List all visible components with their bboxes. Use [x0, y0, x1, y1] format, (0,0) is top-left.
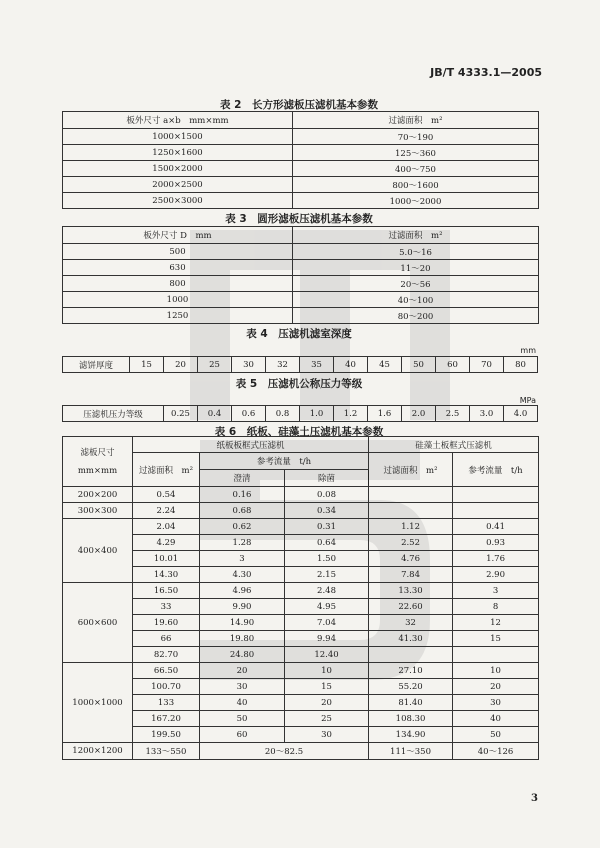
header-cell: 参考流量 t/h — [200, 453, 369, 470]
cell: 32 — [369, 615, 453, 631]
table-row — [63, 615, 539, 631]
cell: 4.29 — [133, 535, 200, 551]
cell: 80～200 — [293, 308, 539, 324]
header-cell: 过滤面积 m² — [369, 453, 453, 487]
cell: 2.90 — [453, 567, 539, 583]
table-row — [63, 260, 539, 276]
cell: 1500×2000 — [63, 161, 293, 177]
table-row — [63, 599, 539, 615]
cell: 9.94 — [285, 631, 369, 647]
cell: 20 — [200, 663, 285, 679]
cell: 10 — [453, 663, 539, 679]
cell: 33 — [133, 599, 200, 615]
cell: 0.31 — [285, 519, 369, 535]
cell: 30 — [200, 679, 285, 695]
cell: 133～550 — [133, 743, 200, 760]
header-cell: 澄清 — [200, 470, 285, 487]
table4-unit: mm — [520, 346, 536, 355]
cell: 0.64 — [285, 535, 369, 551]
table-row — [63, 647, 539, 663]
cell: 2.5 — [436, 406, 470, 422]
cell: 20 — [285, 695, 369, 711]
cell: 133 — [133, 695, 200, 711]
table-row — [63, 292, 539, 308]
table5-unit: MPa — [519, 396, 536, 405]
standard-number: JB/T 4333.1—2005 — [430, 66, 542, 79]
table-row — [63, 519, 539, 535]
table-row — [63, 631, 539, 647]
table-row — [63, 679, 539, 695]
header-cell: 硅藻土板框式压滤机 — [369, 437, 539, 453]
cell: 3 — [200, 551, 285, 567]
cell: 0.08 — [285, 487, 369, 503]
cell: 2.04 — [133, 519, 200, 535]
cell: 125～360 — [293, 145, 539, 161]
cell: 1.2 — [334, 406, 368, 422]
cell: 70～190 — [293, 129, 539, 145]
table4-caption: 表 4 压滤机滤室深度 — [246, 328, 352, 340]
cell: 134.90 — [369, 727, 453, 743]
cell: 2500×3000 — [63, 193, 293, 209]
cell: 108.30 — [369, 711, 453, 727]
table-row — [63, 727, 539, 743]
row-label: 滤饼厚度 — [63, 357, 130, 373]
table-row — [63, 711, 539, 727]
table-row — [63, 308, 539, 324]
cell: 1000 — [63, 292, 293, 308]
cell: 1250 — [63, 308, 293, 324]
cell: 1.50 — [285, 551, 369, 567]
table-row — [63, 695, 539, 711]
cell: 11～20 — [293, 260, 539, 276]
cell: 400～750 — [293, 161, 539, 177]
table-header-row — [63, 112, 539, 129]
header-cell: 板外尺寸 D mm — [63, 227, 293, 244]
table5 — [62, 405, 538, 422]
cell: 13.30 — [369, 583, 453, 599]
cell: 4.30 — [200, 567, 285, 583]
cell: 82.70 — [133, 647, 200, 663]
cell — [369, 503, 453, 519]
header-cell: 参考流量 t/h — [453, 453, 539, 487]
table5-caption: 表 5 压滤机公称压力等级 — [235, 378, 363, 390]
cell: 30 — [285, 727, 369, 743]
cell: 41.30 — [369, 631, 453, 647]
cell: 66.50 — [133, 663, 200, 679]
table-row — [63, 357, 538, 373]
table-row — [63, 663, 539, 679]
cell: 15 — [453, 631, 539, 647]
cell: 40～100 — [293, 292, 539, 308]
cell: 111～350 — [369, 743, 453, 760]
cell — [369, 487, 453, 503]
cell: 50 — [402, 357, 436, 373]
cell: 100.70 — [133, 679, 200, 695]
cell: 32 — [266, 357, 300, 373]
cell: 630 — [63, 260, 293, 276]
cell: 1250×1600 — [63, 145, 293, 161]
cell: 8 — [453, 599, 539, 615]
cell: 60 — [436, 357, 470, 373]
table-row — [63, 177, 539, 193]
cell: 0.93 — [453, 535, 539, 551]
cell: 1.28 — [200, 535, 285, 551]
cell: 0.25 — [164, 406, 198, 422]
cell: 10 — [285, 663, 369, 679]
cell: 199.50 — [133, 727, 200, 743]
header-cell: 过滤面积 m² — [293, 227, 539, 244]
table6 — [62, 436, 539, 760]
page-number: 3 — [531, 793, 538, 804]
cell: 12.40 — [285, 647, 369, 663]
header-size-unit: mm×mm — [77, 465, 118, 476]
table-row — [63, 503, 539, 519]
cell: 4.95 — [285, 599, 369, 615]
table-header-row — [63, 437, 539, 453]
table-row — [63, 551, 539, 567]
cell: 30 — [232, 357, 266, 373]
cell: 4.96 — [200, 583, 285, 599]
table-row — [63, 244, 539, 260]
cell: 20 — [164, 357, 198, 373]
cell: 0.8 — [266, 406, 300, 422]
cell: 25 — [198, 357, 232, 373]
cell: 10.01 — [133, 551, 200, 567]
cell: 15 — [285, 679, 369, 695]
cell: 22.60 — [369, 599, 453, 615]
cell — [453, 487, 539, 503]
cell: 50 — [453, 727, 539, 743]
cell: 3.0 — [470, 406, 504, 422]
cell: 1000×1500 — [63, 129, 293, 145]
row-label: 压滤机压力等级 — [63, 406, 164, 422]
table-row — [63, 743, 539, 760]
cell: 40 — [334, 357, 368, 373]
cell — [453, 503, 539, 519]
cell: 70 — [470, 357, 504, 373]
size-cell: 1000×1000 — [63, 663, 133, 743]
table2 — [62, 111, 539, 209]
table-header-row — [63, 453, 539, 470]
cell: 0.62 — [200, 519, 285, 535]
table-row — [63, 583, 539, 599]
cell: 0.16 — [200, 487, 285, 503]
cell: 1.76 — [453, 551, 539, 567]
cell: 2.52 — [369, 535, 453, 551]
cell: 14.30 — [133, 567, 200, 583]
table3 — [62, 226, 539, 324]
cell: 19.80 — [200, 631, 285, 647]
cell: 27.10 — [369, 663, 453, 679]
table2-caption: 表 2 长方形滤板压滤机基本参数 — [220, 99, 378, 111]
size-cell: 600×600 — [63, 583, 133, 663]
cell: 800～1600 — [293, 177, 539, 193]
cell: 1.12 — [369, 519, 453, 535]
cell: 45 — [368, 357, 402, 373]
table3-caption: 表 3 圆形滤板压滤机基本参数 — [225, 213, 373, 225]
cell: 2.0 — [402, 406, 436, 422]
cell: 40～126 — [453, 743, 539, 760]
table-row — [63, 567, 539, 583]
cell: 2.24 — [133, 503, 200, 519]
header-cell: 过滤面积 m² — [293, 112, 539, 129]
size-cell: 200×200 — [63, 487, 133, 503]
cell: 5.0～16 — [293, 244, 539, 260]
cell: 40 — [200, 695, 285, 711]
cell: 1.6 — [368, 406, 402, 422]
table-row — [63, 487, 539, 503]
cell: 24.80 — [200, 647, 285, 663]
cell: 0.68 — [200, 503, 285, 519]
cell: 1000～2000 — [293, 193, 539, 209]
cell: 35 — [300, 357, 334, 373]
cell: 20～56 — [293, 276, 539, 292]
header-cell: 板外尺寸 a×b mm×mm — [63, 112, 293, 129]
cell: 0.41 — [453, 519, 539, 535]
cell: 50 — [200, 711, 285, 727]
table6-caption: 表 6 纸板、硅藻土压滤机基本参数 — [214, 426, 384, 438]
cell: 14.90 — [200, 615, 285, 631]
cell: 20～82.5 — [200, 743, 369, 760]
table4 — [62, 356, 538, 373]
cell: 0.54 — [133, 487, 200, 503]
table-row — [63, 535, 539, 551]
table-row — [63, 193, 539, 209]
cell: 30 — [453, 695, 539, 711]
cell: 19.60 — [133, 615, 200, 631]
cell: 4.76 — [369, 551, 453, 567]
cell: 2.48 — [285, 583, 369, 599]
cell: 7.04 — [285, 615, 369, 631]
cell: 80 — [504, 357, 538, 373]
table-row — [63, 145, 539, 161]
table-row — [63, 161, 539, 177]
size-cell: 1200×1200 — [63, 743, 133, 760]
cell: 3 — [453, 583, 539, 599]
size-cell: 400×400 — [63, 519, 133, 583]
header-cell: 纸板板框式压滤机 — [133, 437, 369, 453]
cell: 800 — [63, 276, 293, 292]
cell: 40 — [453, 711, 539, 727]
header-size-label: 滤板尺寸 — [80, 447, 115, 458]
cell: 0.6 — [232, 406, 266, 422]
table-header-row — [63, 227, 539, 244]
cell: 0.4 — [198, 406, 232, 422]
header-cell: 除菌 — [285, 470, 369, 487]
cell: 60 — [200, 727, 285, 743]
cell: 167.20 — [133, 711, 200, 727]
cell: 66 — [133, 631, 200, 647]
cell: 25 — [285, 711, 369, 727]
cell — [369, 647, 453, 663]
cell: 9.90 — [200, 599, 285, 615]
size-cell: 300×300 — [63, 503, 133, 519]
cell: 15 — [130, 357, 164, 373]
cell: 1.0 — [300, 406, 334, 422]
cell: 20 — [453, 679, 539, 695]
cell: 2000×2500 — [63, 177, 293, 193]
cell: 0.34 — [285, 503, 369, 519]
cell: 4.0 — [504, 406, 538, 422]
cell: 81.40 — [369, 695, 453, 711]
cell: 500 — [63, 244, 293, 260]
cell: 12 — [453, 615, 539, 631]
header-cell — [63, 437, 133, 487]
table-row — [63, 276, 539, 292]
cell: 16.50 — [133, 583, 200, 599]
cell — [453, 647, 539, 663]
table-row — [63, 406, 538, 422]
table-row — [63, 129, 539, 145]
cell: 55.20 — [369, 679, 453, 695]
cell: 2.15 — [285, 567, 369, 583]
cell: 7.84 — [369, 567, 453, 583]
header-cell: 过滤面积 m² — [133, 453, 200, 487]
